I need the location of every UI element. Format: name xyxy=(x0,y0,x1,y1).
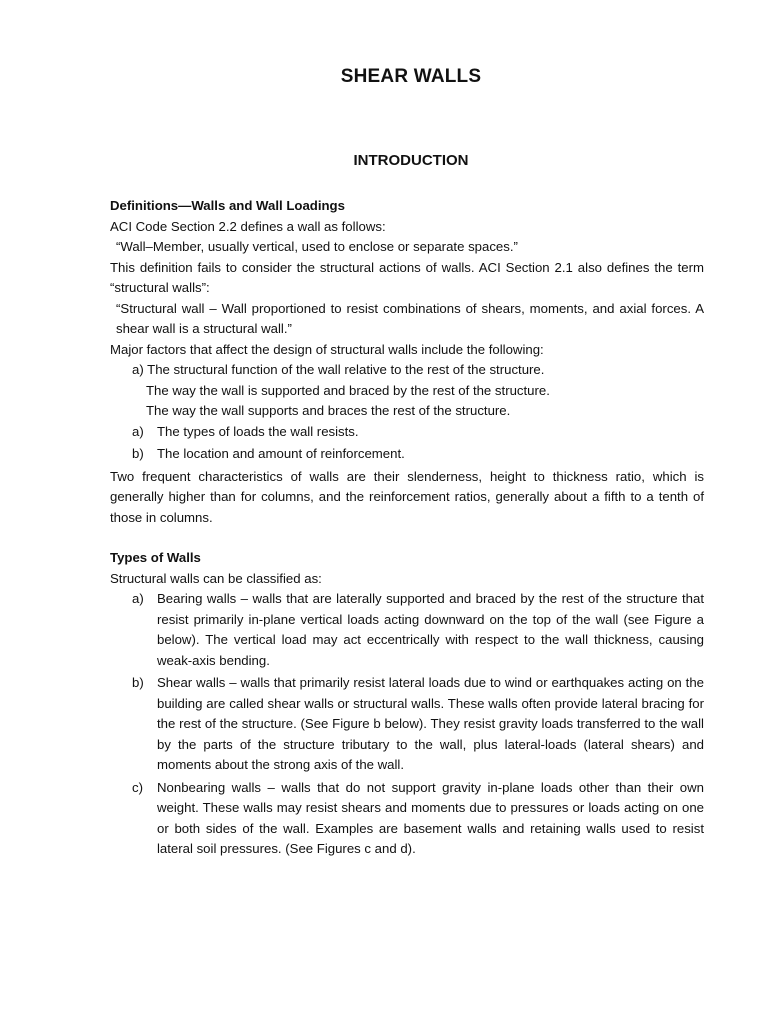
factor-a-sub1: The way the wall is supported and braced by the rest of the structure. xyxy=(146,382,550,398)
list-item-label: b) xyxy=(132,675,144,690)
factors-intro: Major factors that affect the design of structural walls include the following: xyxy=(110,341,544,357)
definition-intro: ACI Code Section 2.2 defines a wall as follows: xyxy=(110,218,386,234)
list-item xyxy=(110,778,704,860)
characteristics-paragraph: Two frequent characteristics of walls are their slenderness, height to thickness ratio, which is generally higher than for columns, and the reinforcement ratios, generally about a fifth to a tenth of those in columns. xyxy=(110,468,704,525)
list-item-text: Bearing walls – walls that are laterally supported and braced by the rest of the structure that resist primarily in-plane vertical loads acting downward on the top of the wall (see Figure a below). The vertical load may act eccentrically with respect to the wall thickness, causing weak-axis bending. xyxy=(157,591,704,668)
list-item-text: The types of loads the wall resists. xyxy=(157,423,359,439)
document-body xyxy=(110,196,704,862)
factor-a-sub2: The way the wall supports and braces the rest of the structure. xyxy=(146,403,511,418)
list-item xyxy=(110,673,704,776)
list-item-text: The location and amount of reinforcement. xyxy=(157,446,405,461)
list-item-text: Nonbearing walls – walls that do not support gravity in-plane loads other than their own weight. These walls may resist shears and moments due to pressures or loads acting on one or both sides of the wall. Examples are basement walls and retaining walls used to resist lateral soil pressures. (See Figures c and d). xyxy=(157,779,704,856)
document-title: SHEAR WALLS xyxy=(340,66,482,87)
list-item xyxy=(110,422,704,443)
structural-wall-quote: “Structural wall – Wall proportioned to resist combinations of shears, moments, and axial forces. A shear wall is a structural wall.” xyxy=(116,300,704,336)
list-item-label: b) xyxy=(132,446,144,461)
factor-a: a) The structural function of the wall relative to the rest of the structure. xyxy=(132,362,545,377)
definition-paragraph: This definition fails to consider the structural actions of walls. ACI Section 2.1 also defines the term “structural walls”: xyxy=(110,259,704,295)
section-heading: INTRODUCTION xyxy=(353,152,469,169)
types-heading: Types of Walls xyxy=(110,550,201,565)
types-intro: Structural walls can be classified as: xyxy=(110,570,322,586)
list-item xyxy=(110,444,704,465)
wall-definition-quote: “Wall–Member, usually vertical, used to enclose or separate spaces.” xyxy=(116,239,518,254)
list-item xyxy=(110,589,704,671)
spacer xyxy=(110,528,704,548)
list-item-label: a) xyxy=(132,423,144,439)
list-item-text: Shear walls – walls that primarily resist lateral loads due to wind or earthquakes acting on the building are called shear walls or structural walls. These walls often provide lateral bracing for the rest of the structure. (See Figure b below). They resist gravity loads transferred to the wall by the parts of the structure tributary to the wall, plus lateral-loads (lateral shears) and moments about the strong axis of the wall. xyxy=(157,675,704,772)
list-item-label: a) xyxy=(132,591,144,606)
definitions-heading: Definitions—Walls and Wall Loadings xyxy=(110,198,345,213)
list-item-label: c) xyxy=(132,779,143,795)
